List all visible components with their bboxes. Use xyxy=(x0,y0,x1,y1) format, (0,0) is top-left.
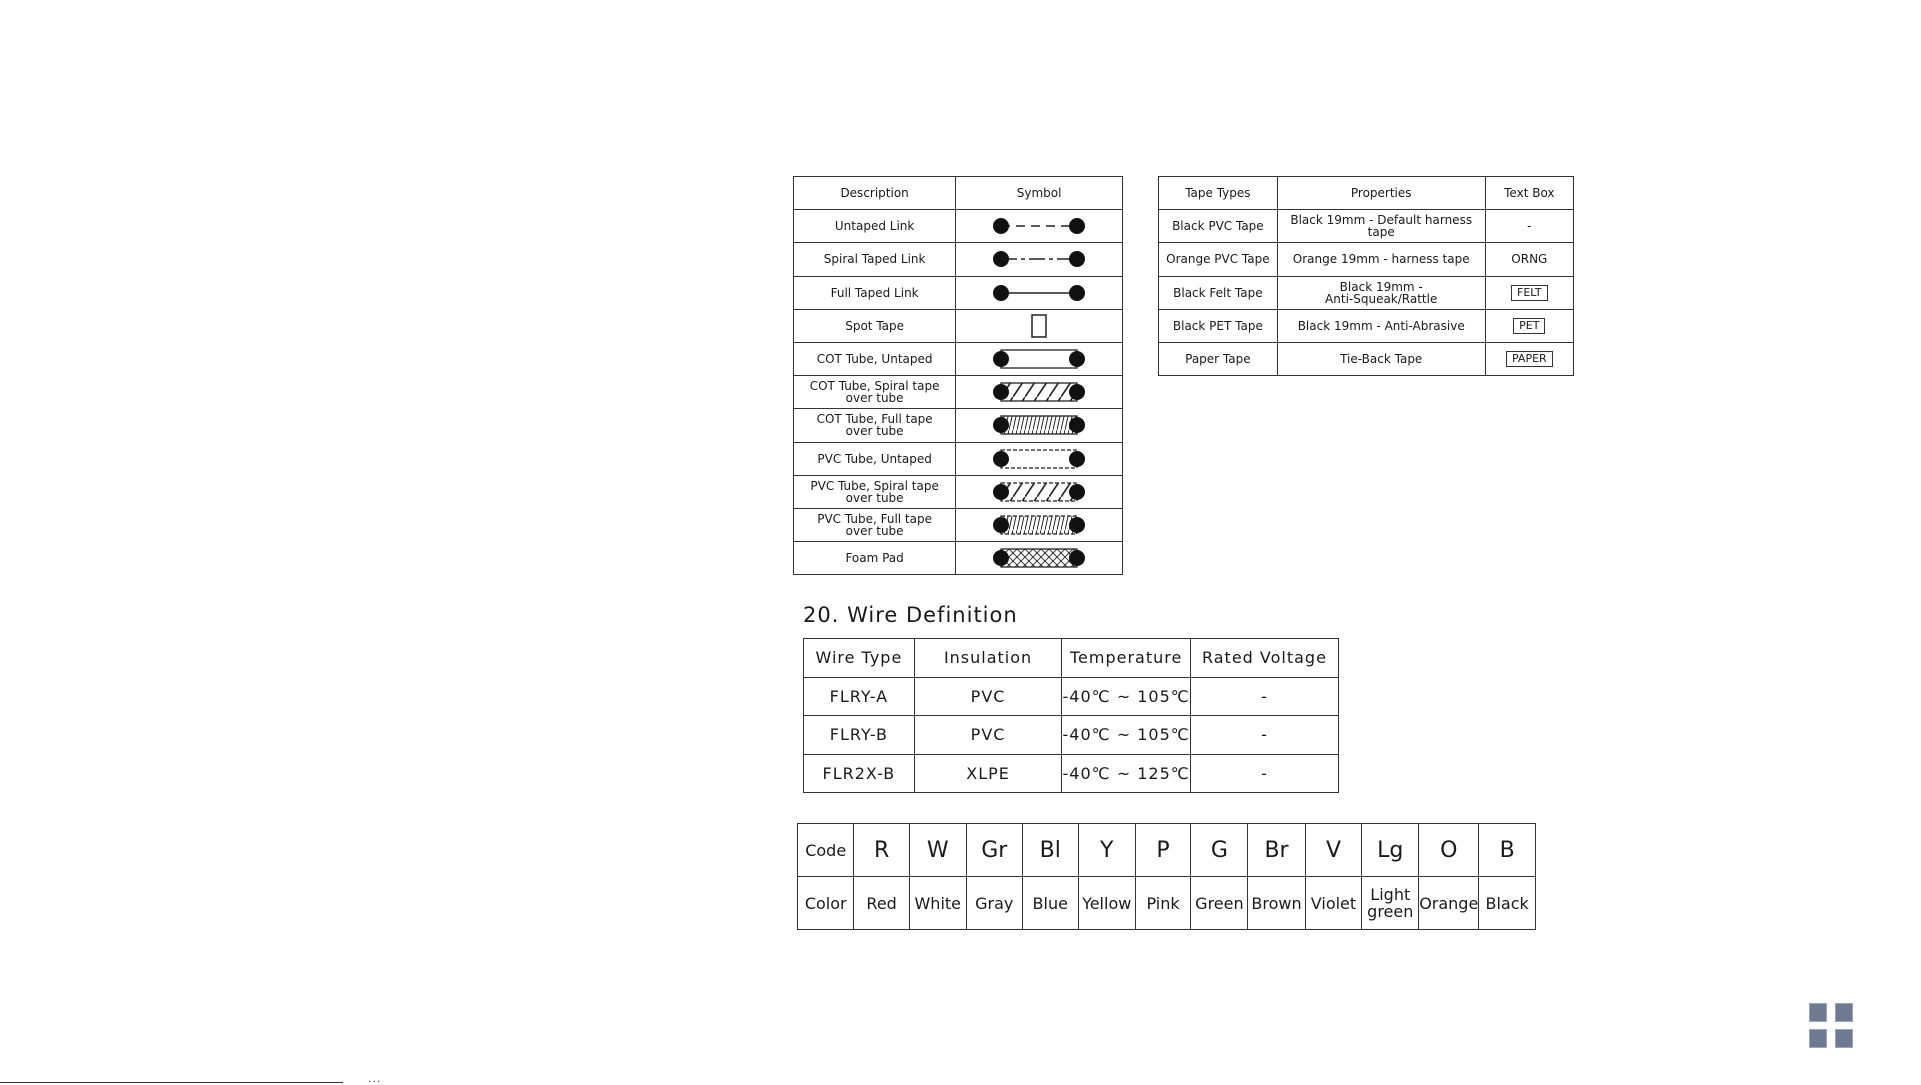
wire-definition-table xyxy=(803,638,1339,793)
legend-symbol xyxy=(956,342,1123,375)
wire-header-type: Wire Type xyxy=(804,639,915,678)
legend-row xyxy=(794,376,1123,409)
color-name-cell: Yellow xyxy=(1078,877,1135,930)
overflow-ellipsis: ... xyxy=(368,1072,382,1085)
wire-header-insulation: Insulation xyxy=(914,639,1062,678)
tape-textbox-cell xyxy=(1485,243,1573,276)
tape-textbox-label: PET xyxy=(1513,318,1545,334)
legend-row xyxy=(794,442,1123,475)
tape-textbox-label: - xyxy=(1527,219,1532,234)
wire-temperature-cell: -40℃ ~ 105℃ xyxy=(1062,716,1191,755)
legend-description: COT Tube, Spiral tape over tube xyxy=(794,376,956,409)
tape-row xyxy=(1159,210,1574,243)
grid-view-icon[interactable] xyxy=(1809,1003,1854,1048)
foam-crosshatch-symbol xyxy=(989,545,1089,571)
color-code-table xyxy=(797,823,1536,930)
legend-header-symbol: Symbol xyxy=(956,177,1123,210)
tape-textbox-cell xyxy=(1485,309,1573,342)
legend-description: Untaped Link xyxy=(794,210,956,243)
wire-type-cell: FLRY-A xyxy=(804,677,915,716)
legend-symbol xyxy=(956,243,1123,276)
tape-type: Paper Tape xyxy=(1159,342,1278,375)
tape-header-properties: Properties xyxy=(1277,177,1485,210)
legend-description: Spot Tape xyxy=(794,309,956,342)
legend-description: Spiral Taped Link xyxy=(794,243,956,276)
legend-header-row xyxy=(794,177,1123,210)
wire-header-row xyxy=(804,639,1339,678)
wire-type-cell: FLR2X-B xyxy=(804,754,915,793)
wire-voltage-cell: - xyxy=(1190,677,1338,716)
tape-textbox-cell xyxy=(1485,210,1573,243)
tape-type: Black Felt Tape xyxy=(1159,276,1278,309)
legend-description: PVC Tube, Untaped xyxy=(794,442,956,475)
color-name-cell: Green xyxy=(1191,877,1248,930)
color-code-cell: Bl xyxy=(1022,824,1078,877)
grid-cell-icon xyxy=(1809,1029,1827,1048)
wire-voltage-cell: - xyxy=(1190,716,1338,755)
legend-symbol xyxy=(956,276,1123,309)
color-header-cell: Color xyxy=(798,877,854,930)
tube-plain-symbol xyxy=(989,346,1089,372)
color-code-row xyxy=(798,824,1536,877)
wire-definition-title: 20. Wire Definition xyxy=(803,603,1018,627)
tape-types-table xyxy=(1158,176,1574,376)
legend-description: Full Taped Link xyxy=(794,276,956,309)
color-code-cell: Br xyxy=(1248,824,1305,877)
legend-symbol xyxy=(956,508,1123,541)
legend-row xyxy=(794,243,1123,276)
color-code-cell: Gr xyxy=(966,824,1022,877)
legend-row xyxy=(794,276,1123,309)
page-bottom-bar xyxy=(0,1082,343,1083)
tape-properties: Black 19mm - Anti-Abrasive xyxy=(1277,309,1485,342)
legend-row xyxy=(794,508,1123,541)
tape-body xyxy=(1159,210,1574,376)
legend-symbol xyxy=(956,210,1123,243)
tape-type: Black PVC Tape xyxy=(1159,210,1278,243)
color-code-cell: W xyxy=(909,824,966,877)
legend-row xyxy=(794,542,1123,575)
grid-cell-icon xyxy=(1835,1029,1853,1048)
legend-symbol xyxy=(956,376,1123,409)
wire-type-cell: FLRY-B xyxy=(804,716,915,755)
pvc-spiral-symbol xyxy=(989,479,1089,505)
tube-full-symbol xyxy=(989,412,1089,438)
wire-row xyxy=(804,677,1339,716)
wire-row xyxy=(804,754,1339,793)
tape-header-types: Tape Types xyxy=(1159,177,1278,210)
color-code-cell: V xyxy=(1305,824,1362,877)
legend-row xyxy=(794,409,1123,442)
color-code-cell: R xyxy=(854,824,909,877)
tape-header-textbox: Text Box xyxy=(1485,177,1573,210)
color-name-cell: Black xyxy=(1479,877,1536,930)
tube-spiral-symbol xyxy=(989,379,1089,405)
wire-voltage-cell: - xyxy=(1190,754,1338,793)
tape-header-row xyxy=(1159,177,1574,210)
color-name-cell: Pink xyxy=(1135,877,1191,930)
tape-textbox-cell xyxy=(1485,276,1573,309)
color-code-cell: B xyxy=(1479,824,1536,877)
tape-properties: Tie-Back Tape xyxy=(1277,342,1485,375)
color-name-cell: Blue xyxy=(1022,877,1078,930)
wire-temperature-cell: -40℃ ~ 105℃ xyxy=(1062,677,1191,716)
legend-body xyxy=(794,210,1123,575)
color-name-cell: Brown xyxy=(1248,877,1305,930)
tape-type: Orange PVC Tape xyxy=(1159,243,1278,276)
legend-symbol xyxy=(956,542,1123,575)
color-name-cell: Light green xyxy=(1362,877,1419,930)
legend-symbol xyxy=(956,475,1123,508)
dashed-link-symbol xyxy=(989,213,1089,239)
color-name-row xyxy=(798,877,1536,930)
legend-description: COT Tube, Untaped xyxy=(794,342,956,375)
legend-description: PVC Tube, Spiral tape over tube xyxy=(794,475,956,508)
legend-symbol xyxy=(956,442,1123,475)
tape-textbox-cell xyxy=(1485,342,1573,375)
wire-header-voltage: Rated Voltage xyxy=(1190,639,1338,678)
pvc-full-symbol xyxy=(989,512,1089,538)
legend-description: PVC Tube, Full tape over tube xyxy=(794,508,956,541)
wire-row xyxy=(804,716,1339,755)
tape-properties: Black 19mm - Anti-Squeak/Rattle xyxy=(1277,276,1485,309)
legend-row xyxy=(794,475,1123,508)
legend-symbol xyxy=(956,409,1123,442)
dashdot-link-symbol xyxy=(989,246,1089,272)
grid-cell-icon xyxy=(1809,1003,1827,1022)
tape-row xyxy=(1159,342,1574,375)
legend-row xyxy=(794,342,1123,375)
color-name-cell: Violet xyxy=(1305,877,1362,930)
tape-type: Black PET Tape xyxy=(1159,309,1278,342)
tape-properties: Black 19mm - Default harness tape xyxy=(1277,210,1485,243)
legend-description: COT Tube, Full tape over tube xyxy=(794,409,956,442)
wire-temperature-cell: -40℃ ~ 125℃ xyxy=(1062,754,1191,793)
grid-cell-icon xyxy=(1835,1003,1853,1022)
code-header-cell: Code xyxy=(798,824,854,877)
wire-insulation-cell: XLPE xyxy=(914,754,1062,793)
legend-row xyxy=(794,309,1123,342)
color-code-cell: Y xyxy=(1078,824,1135,877)
tape-textbox-label: PAPER xyxy=(1506,351,1553,367)
solid-link-symbol xyxy=(989,280,1089,306)
wire-insulation-cell: PVC xyxy=(914,677,1062,716)
color-code-cell: Lg xyxy=(1362,824,1419,877)
wire-insulation-cell: PVC xyxy=(914,716,1062,755)
color-code-cell: O xyxy=(1419,824,1479,877)
tape-properties: Orange 19mm - harness tape xyxy=(1277,243,1485,276)
legend-header-description: Description xyxy=(794,177,956,210)
symbol-legend-table xyxy=(793,176,1123,575)
color-name-cell: Orange xyxy=(1419,877,1479,930)
color-code-cell: P xyxy=(1135,824,1191,877)
wire-header-temperature: Temperature xyxy=(1062,639,1191,678)
wire-body xyxy=(804,677,1339,793)
color-name-cell: Gray xyxy=(966,877,1022,930)
color-code-cell: G xyxy=(1191,824,1248,877)
tape-row xyxy=(1159,276,1574,309)
tape-textbox-label: FELT xyxy=(1511,285,1548,301)
legend-row xyxy=(794,210,1123,243)
legend-symbol xyxy=(956,309,1123,342)
spot-rect-symbol xyxy=(989,313,1089,339)
tape-textbox-label: ORNG xyxy=(1511,252,1548,267)
legend-description: Foam Pad xyxy=(794,542,956,575)
color-name-cell: White xyxy=(909,877,966,930)
tape-row xyxy=(1159,243,1574,276)
tape-row xyxy=(1159,309,1574,342)
pvc-plain-symbol xyxy=(989,446,1089,472)
color-name-cell: Red xyxy=(854,877,909,930)
